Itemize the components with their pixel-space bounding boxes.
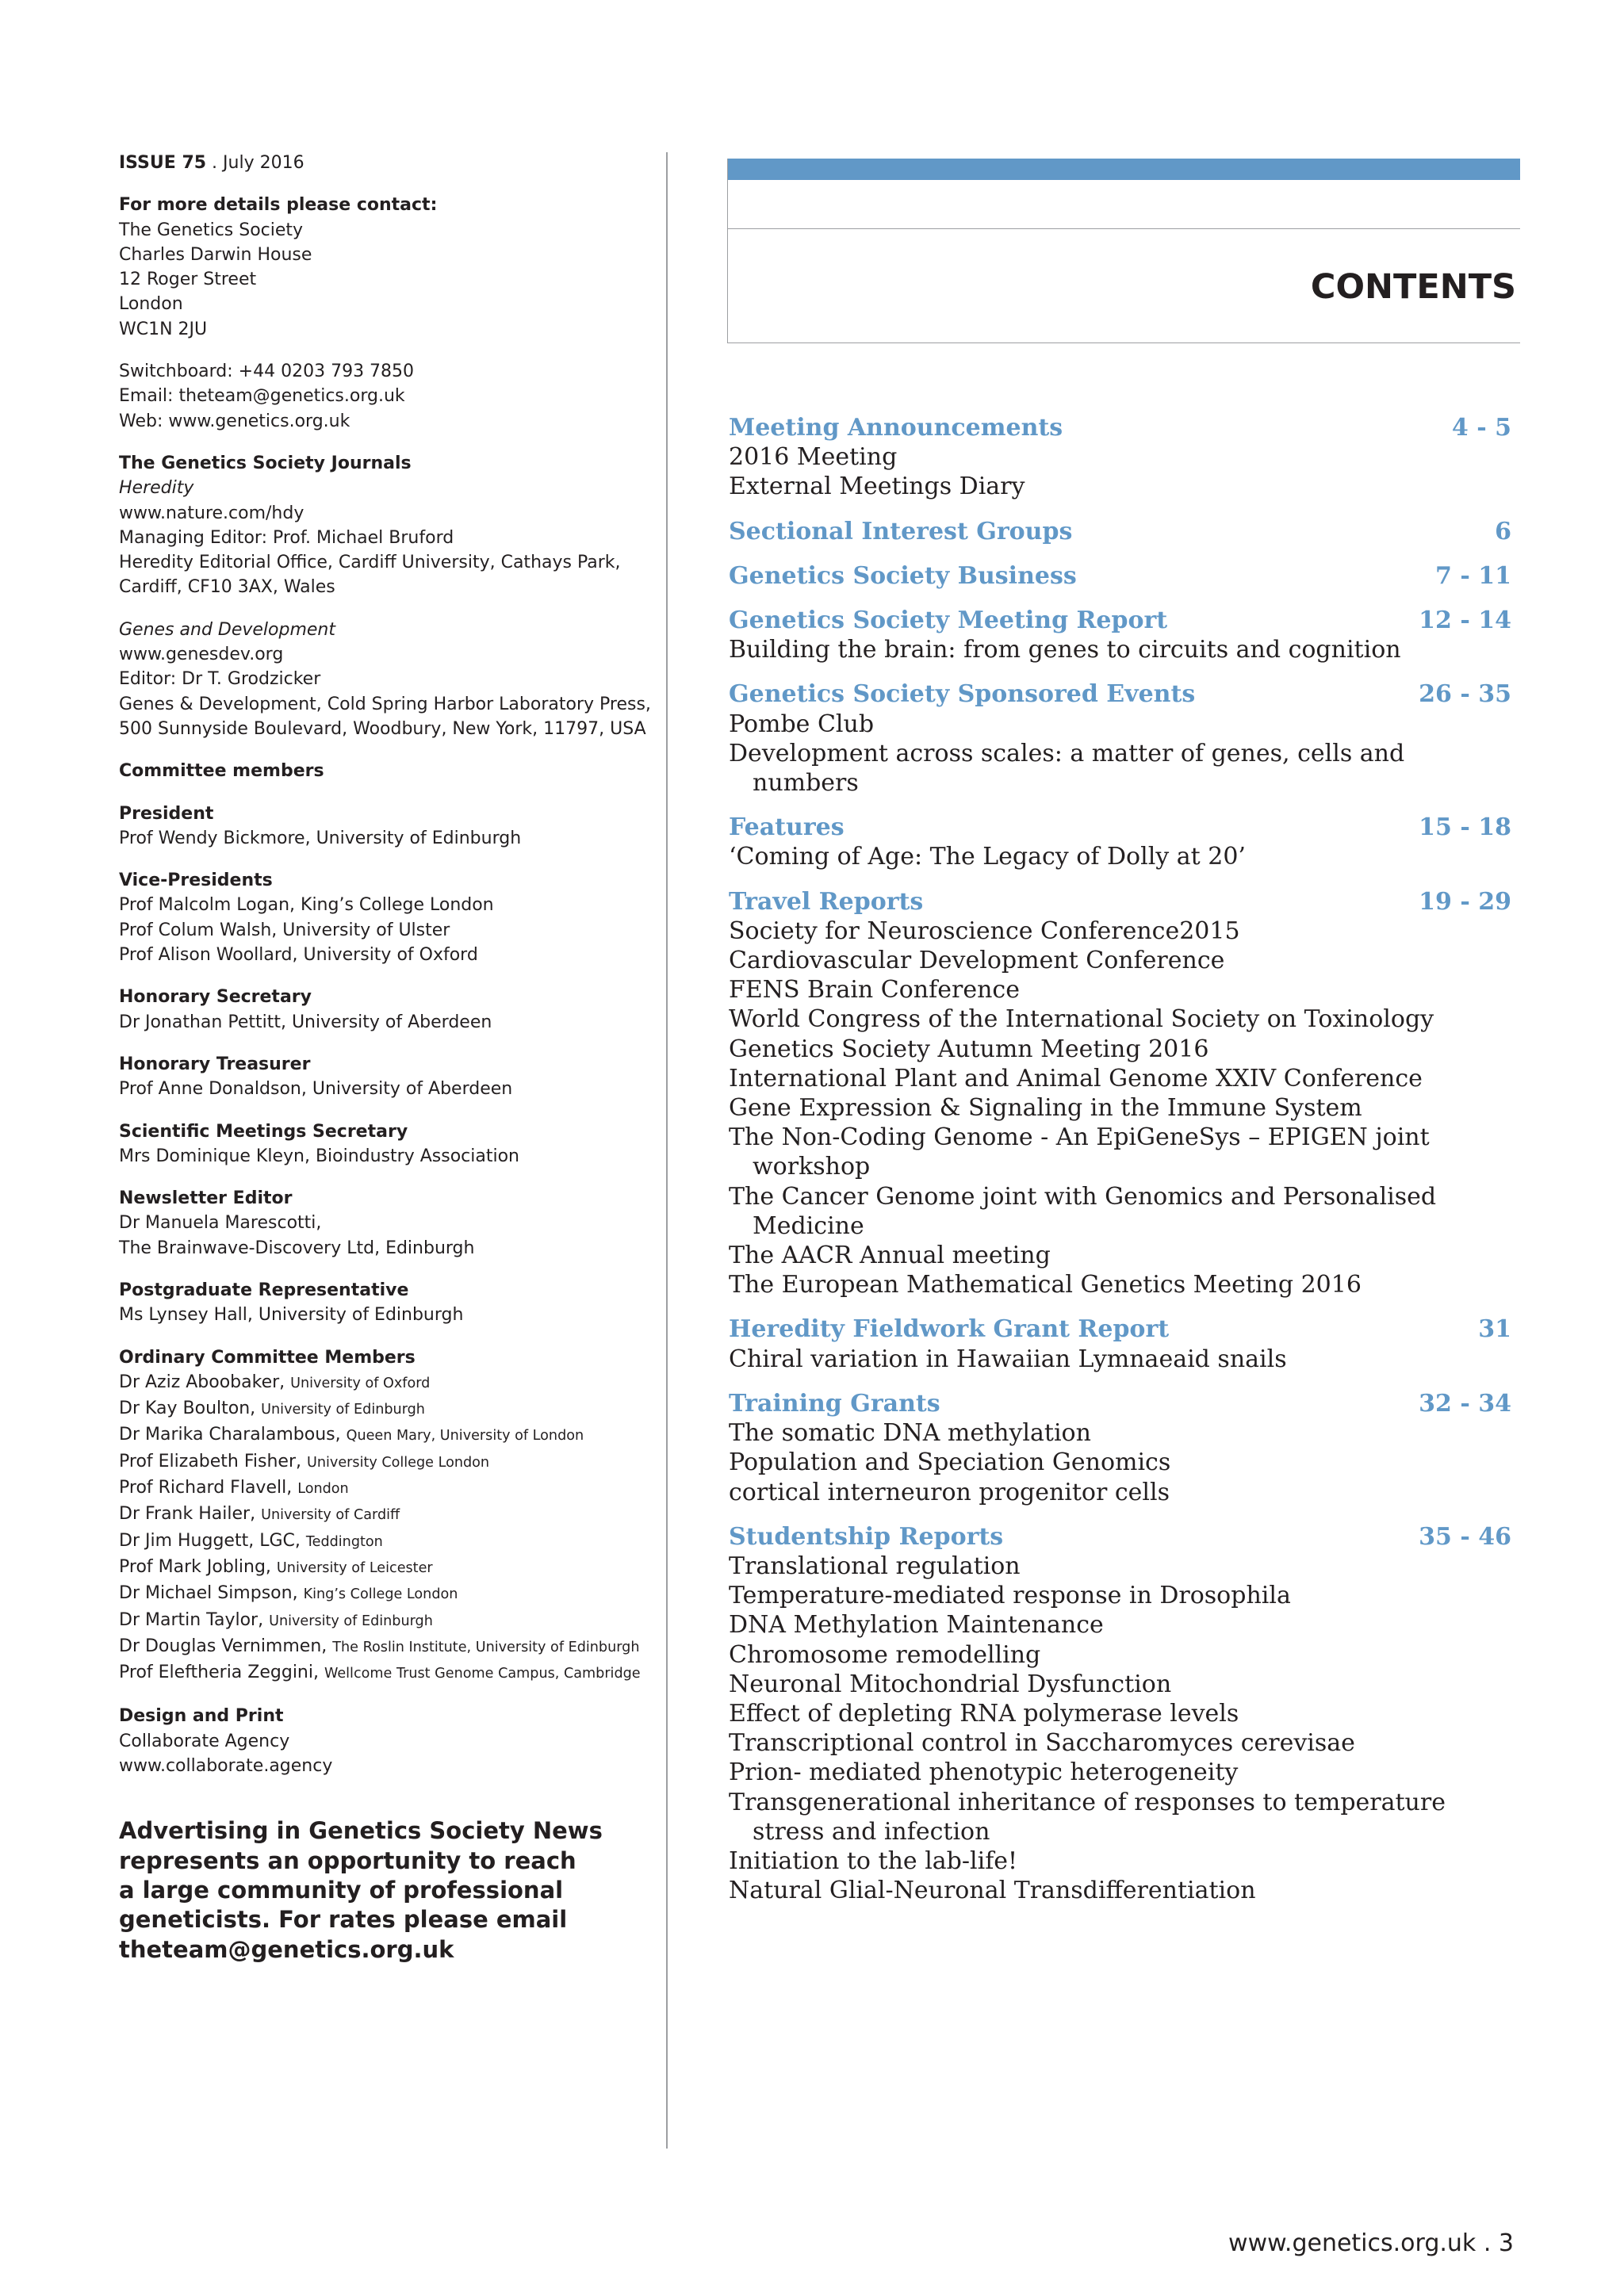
- contents-header: [727, 159, 1520, 343]
- toc-page-range: 26 - 35: [1419, 680, 1511, 709]
- toc-item: Genetics Society Autumn Meeting 2016: [729, 1035, 1209, 1063]
- role-title: Postgraduate Representative: [119, 1280, 409, 1300]
- journal-name-heredity: Heredity: [119, 478, 194, 499]
- toc-section-title: Training Grants: [729, 1389, 940, 1418]
- role-person: Mrs Dominique Kleyn, Bioindustry Association: [119, 1146, 519, 1166]
- toc-section-heading: [729, 679, 1511, 709]
- toc-item: Neuronal Mitochondrial Dysfunction: [729, 1670, 1172, 1698]
- role-person: Prof Wendy Bickmore, University of Edinburgh: [119, 828, 522, 848]
- role-title: President: [119, 803, 214, 824]
- role-vice-presidents: [119, 868, 658, 967]
- toc-section-title: Genetics Society Meeting Report: [729, 607, 1168, 635]
- committee-member: [119, 1529, 658, 1555]
- issue-line: [119, 151, 658, 175]
- advertising-notice: [119, 1816, 658, 1964]
- toc-item: Gene Expression & Signaling in the Immune System: [729, 1094, 1362, 1123]
- toc-page-range: 19 - 29: [1419, 887, 1511, 916]
- contact-email: Email: theteam@genetics.org.uk: [119, 386, 405, 407]
- journals-block: [119, 451, 658, 600]
- toc-section-heading: [729, 561, 1511, 591]
- committee-member: [119, 1370, 658, 1396]
- journal-line: Genes & Development, Cold Spring Harbor Laboratory Press,: [119, 694, 651, 714]
- toc-item: FENS Brain Conference: [729, 976, 1020, 1004]
- advert-line: theteam@genetics.org.uk: [119, 1935, 454, 1963]
- toc-item: The Cancer Genome joint with Genomics and Personalised Medicine: [729, 1182, 1437, 1240]
- toc-section: [729, 1389, 1511, 1507]
- address-line: WC1N 2JU: [119, 319, 208, 339]
- role-honorary-treasurer: [119, 1052, 658, 1102]
- toc-section: [729, 413, 1511, 502]
- toc-section-heading: [729, 1389, 1511, 1418]
- switchboard-number: Switchboard: +44 0203 793 7850: [119, 362, 415, 382]
- committee-member: [119, 1581, 658, 1607]
- toc-section-title: Genetics Society Sponsored Events: [729, 680, 1196, 709]
- ordinary-members: [119, 1345, 658, 1687]
- toc-item: Pombe Club: [729, 710, 875, 738]
- toc-page-range: 31: [1478, 1315, 1511, 1344]
- toc-section-heading: [729, 413, 1511, 442]
- role-title: Honorary Treasurer: [119, 1054, 311, 1074]
- toc-section-heading: [729, 813, 1511, 842]
- toc-section-title: Features: [729, 813, 845, 842]
- toc-item: cortical interneuron progenitor cells: [729, 1478, 1170, 1506]
- column-divider: [666, 152, 668, 2149]
- toc-section-title: Heredity Fieldwork Grant Report: [729, 1315, 1170, 1344]
- committee-heading-text: Committee members: [119, 761, 324, 782]
- journal-line: 500 Sunnyside Boulevard, Woodbury, New York, 11797, USA: [119, 718, 646, 739]
- member-name: Dr Michael Simpson,: [119, 1583, 298, 1604]
- role-person: The Brainwave-Discovery Ltd, Edinburgh: [119, 1238, 475, 1258]
- toc-item: DNA Methylation Maintenance: [729, 1611, 1104, 1640]
- role-person: Ms Lynsey Hall, University of Edinburgh: [119, 1305, 464, 1326]
- role-title: Scientific Meetings Secretary: [119, 1121, 408, 1142]
- journal-genes-dev: [119, 618, 658, 741]
- toc-item: World Congress of the International Society on Toxinology: [729, 1005, 1434, 1034]
- toc-item: Initiation to the lab-life!: [729, 1846, 1018, 1875]
- toc-section-heading: [729, 517, 1511, 546]
- toc-section-title: Genetics Society Business: [729, 561, 1077, 590]
- toc-section: [729, 813, 1511, 871]
- member-affiliation: The Roslin Institute, University of Edinburgh: [332, 1639, 640, 1655]
- toc-section-heading: [729, 887, 1511, 916]
- toc-section: [729, 887, 1511, 1300]
- journal-line: Cardiff, CF10 3AX, Wales: [119, 577, 335, 598]
- member-affiliation: Queen Mary, University of London: [346, 1428, 584, 1445]
- address-line: Charles Darwin House: [119, 244, 312, 265]
- toc-page-range: 6: [1495, 517, 1511, 545]
- contact-channels: [119, 359, 658, 434]
- role-title: Honorary Secretary: [119, 987, 312, 1008]
- member-affiliation: University College London: [307, 1454, 490, 1471]
- header-accent-bar: [728, 159, 1520, 180]
- toc-page-range: 7 - 11: [1435, 561, 1511, 590]
- toc-page-range: 35 - 46: [1419, 1522, 1511, 1551]
- role-person: Prof Colum Walsh, University of Ulster: [119, 920, 450, 940]
- journal-line: www.genesdev.org: [119, 645, 284, 665]
- advert-line: represents an opportunity to reach: [119, 1846, 576, 1874]
- contact-heading: For more details please contact:: [119, 195, 438, 216]
- member-name: Prof Eleftheria Zeggini,: [119, 1663, 319, 1683]
- member-affiliation: University of Edinburgh: [261, 1402, 425, 1418]
- masthead-column: [119, 151, 658, 1965]
- journal-line: Heredity Editorial Office, Cardiff University, Cathays Park,: [119, 553, 621, 573]
- toc-section-title: Travel Reports: [729, 887, 924, 916]
- toc-item: Transgenerational inheritance of responses to temperature stress and infection: [729, 1788, 1446, 1846]
- role-person: Dr Jonathan Pettitt, University of Aberdeen: [119, 1012, 492, 1032]
- design-line: Collaborate Agency: [119, 1731, 290, 1751]
- page-footer: www.genetics.org.uk . 3: [1228, 2229, 1514, 2257]
- toc-section: [729, 517, 1511, 546]
- member-name: Dr Frank Hailer,: [119, 1504, 256, 1525]
- toc-section: [729, 679, 1511, 798]
- member-name: Prof Richard Flavell,: [119, 1478, 293, 1498]
- committee-member: [119, 1634, 658, 1660]
- committee-member: [119, 1555, 658, 1581]
- committee-heading: [119, 759, 658, 783]
- toc-item: International Plant and Animal Genome XXIV Conference: [729, 1064, 1423, 1093]
- toc-item: Chiral variation in Hawaiian Lymnaeaid snails: [729, 1345, 1287, 1373]
- toc-item: The somatic DNA methylation: [729, 1419, 1091, 1448]
- toc-item: The European Mathematical Genetics Meeting 2016: [729, 1271, 1362, 1299]
- member-name: Dr Martin Taylor,: [119, 1609, 264, 1630]
- committee-member: [119, 1660, 658, 1686]
- design-block: [119, 1704, 658, 1778]
- issue-date: . July 2016: [206, 153, 304, 173]
- advert-line: Advertising in Genetics Society News: [119, 1817, 603, 1845]
- role-person: Prof Malcolm Logan, King’s College London: [119, 895, 494, 916]
- toc-item: Prion- mediated phenotypic heterogeneity: [729, 1758, 1239, 1787]
- committee-member: [119, 1449, 658, 1475]
- toc-item: Temperature-mediated response in Drosophila: [729, 1582, 1291, 1610]
- toc-section-heading: [729, 606, 1511, 635]
- member-affiliation: University of Leicester: [276, 1559, 433, 1576]
- toc-item: Chromosome remodelling: [729, 1640, 1041, 1669]
- journals-heading: The Genetics Society Journals: [119, 453, 412, 473]
- toc-item: Effect of depleting RNA polymerase levels: [729, 1699, 1239, 1728]
- design-line: www.collaborate.agency: [119, 1756, 333, 1777]
- address-line: London: [119, 294, 183, 315]
- role-person: Prof Anne Donaldson, University of Aberdeen: [119, 1079, 513, 1100]
- role-person: Prof Alison Woollard, University of Oxford: [119, 945, 478, 966]
- contact-block: [119, 193, 658, 342]
- toc-item: Population and Speciation Genomics: [729, 1448, 1171, 1477]
- role-title: Vice-Presidents: [119, 871, 273, 891]
- member-affiliation: University of Edinburgh: [269, 1613, 433, 1629]
- address-line: The Genetics Society: [119, 220, 304, 240]
- table-of-contents: [729, 413, 1511, 1920]
- toc-section: [729, 1314, 1511, 1373]
- toc-item: The Non-Coding Genome - An EpiGeneSys – EPIGEN joint workshop: [729, 1123, 1430, 1181]
- member-affiliation: London: [297, 1481, 349, 1498]
- toc-item: Translational regulation: [729, 1552, 1021, 1580]
- role-title: Ordinary Committee Members: [119, 1347, 416, 1368]
- toc-item: Transcriptional control in Saccharomyces cerevisae: [729, 1729, 1355, 1758]
- toc-section: [729, 561, 1511, 591]
- toc-item: Building the brain: from genes to circuits and cognition: [729, 636, 1401, 664]
- toc-item: ‘Coming of Age: The Legacy of Dolly at 20’: [729, 843, 1246, 871]
- header-rule: [728, 228, 1520, 229]
- journal-line: Managing Editor: Prof. Michael Bruford: [119, 527, 454, 548]
- toc-item: Cardiovascular Development Conference: [729, 947, 1225, 975]
- toc-section-title: Meeting Announcements: [729, 414, 1063, 442]
- toc-item: 2016 Meeting: [729, 443, 898, 472]
- member-name: Dr Aziz Aboobaker,: [119, 1372, 285, 1392]
- toc-item: Society for Neuroscience Conference2015: [729, 916, 1240, 945]
- toc-page-range: 4 - 5: [1451, 414, 1511, 442]
- toc-section-heading: [729, 1522, 1511, 1552]
- role-person: Dr Manuela Marescotti,: [119, 1213, 322, 1234]
- member-affiliation: Teddington: [305, 1533, 383, 1550]
- role-meetings-secretary: [119, 1119, 658, 1169]
- journal-line: www.nature.com/hdy: [119, 503, 304, 523]
- journal-name-genes-dev: Genes and Development: [119, 619, 336, 640]
- role-honorary-secretary: [119, 985, 658, 1035]
- committee-member: [119, 1475, 658, 1502]
- member-name: Dr Jim Huggett, LGC,: [119, 1530, 301, 1551]
- toc-section-heading: [729, 1314, 1511, 1344]
- role-newsletter-editor: [119, 1186, 658, 1261]
- toc-section: [729, 1522, 1511, 1906]
- member-affiliation: Wellcome Trust Genome Campus, Cambridge: [324, 1666, 641, 1682]
- member-name: Prof Mark Jobling,: [119, 1556, 271, 1577]
- toc-section-title: Sectional Interest Groups: [729, 517, 1073, 545]
- journal-line: Editor: Dr T. Grodzicker: [119, 669, 321, 690]
- address-line: 12 Roger Street: [119, 270, 257, 290]
- member-name: Dr Marika Charalambous,: [119, 1425, 341, 1445]
- toc-item: Development across scales: a matter of genes, cells and numbers: [729, 739, 1405, 798]
- committee-member: [119, 1502, 658, 1528]
- toc-section-title: Studentship Reports: [729, 1522, 1004, 1551]
- member-affiliation: University of Cardiff: [261, 1507, 400, 1524]
- toc-section: [729, 606, 1511, 664]
- toc-item: Natural Glial-Neuronal Transdifferentiation: [729, 1877, 1256, 1905]
- toc-page-range: 15 - 18: [1419, 813, 1511, 842]
- contents-title: CONTENTS: [1310, 267, 1516, 307]
- member-name: Dr Kay Boulton,: [119, 1399, 256, 1419]
- member-name: Dr Douglas Vernimmen,: [119, 1636, 327, 1656]
- design-heading: Design and Print: [119, 1706, 284, 1727]
- committee-member: [119, 1396, 658, 1422]
- committee-member: [119, 1422, 658, 1448]
- role-postgraduate-rep: [119, 1278, 658, 1328]
- toc-item: The AACR Annual meeting: [729, 1242, 1051, 1270]
- role-president: [119, 802, 658, 851]
- toc-page-range: 12 - 14: [1419, 607, 1511, 635]
- member-affiliation: University of Oxford: [290, 1375, 431, 1391]
- contact-web: Web: www.genetics.org.uk: [119, 411, 350, 431]
- issue-number: ISSUE 75: [119, 153, 207, 173]
- advert-line: a large community of professional: [119, 1876, 564, 1904]
- member-name: Prof Elizabeth Fisher,: [119, 1451, 302, 1471]
- role-title: Newsletter Editor: [119, 1188, 293, 1209]
- member-affiliation: King’s College London: [303, 1586, 458, 1603]
- toc-item: External Meetings Diary: [729, 473, 1025, 501]
- toc-page-range: 32 - 34: [1419, 1389, 1511, 1418]
- committee-member: [119, 1608, 658, 1634]
- advert-line: geneticists. For rates please email: [119, 1906, 568, 1934]
